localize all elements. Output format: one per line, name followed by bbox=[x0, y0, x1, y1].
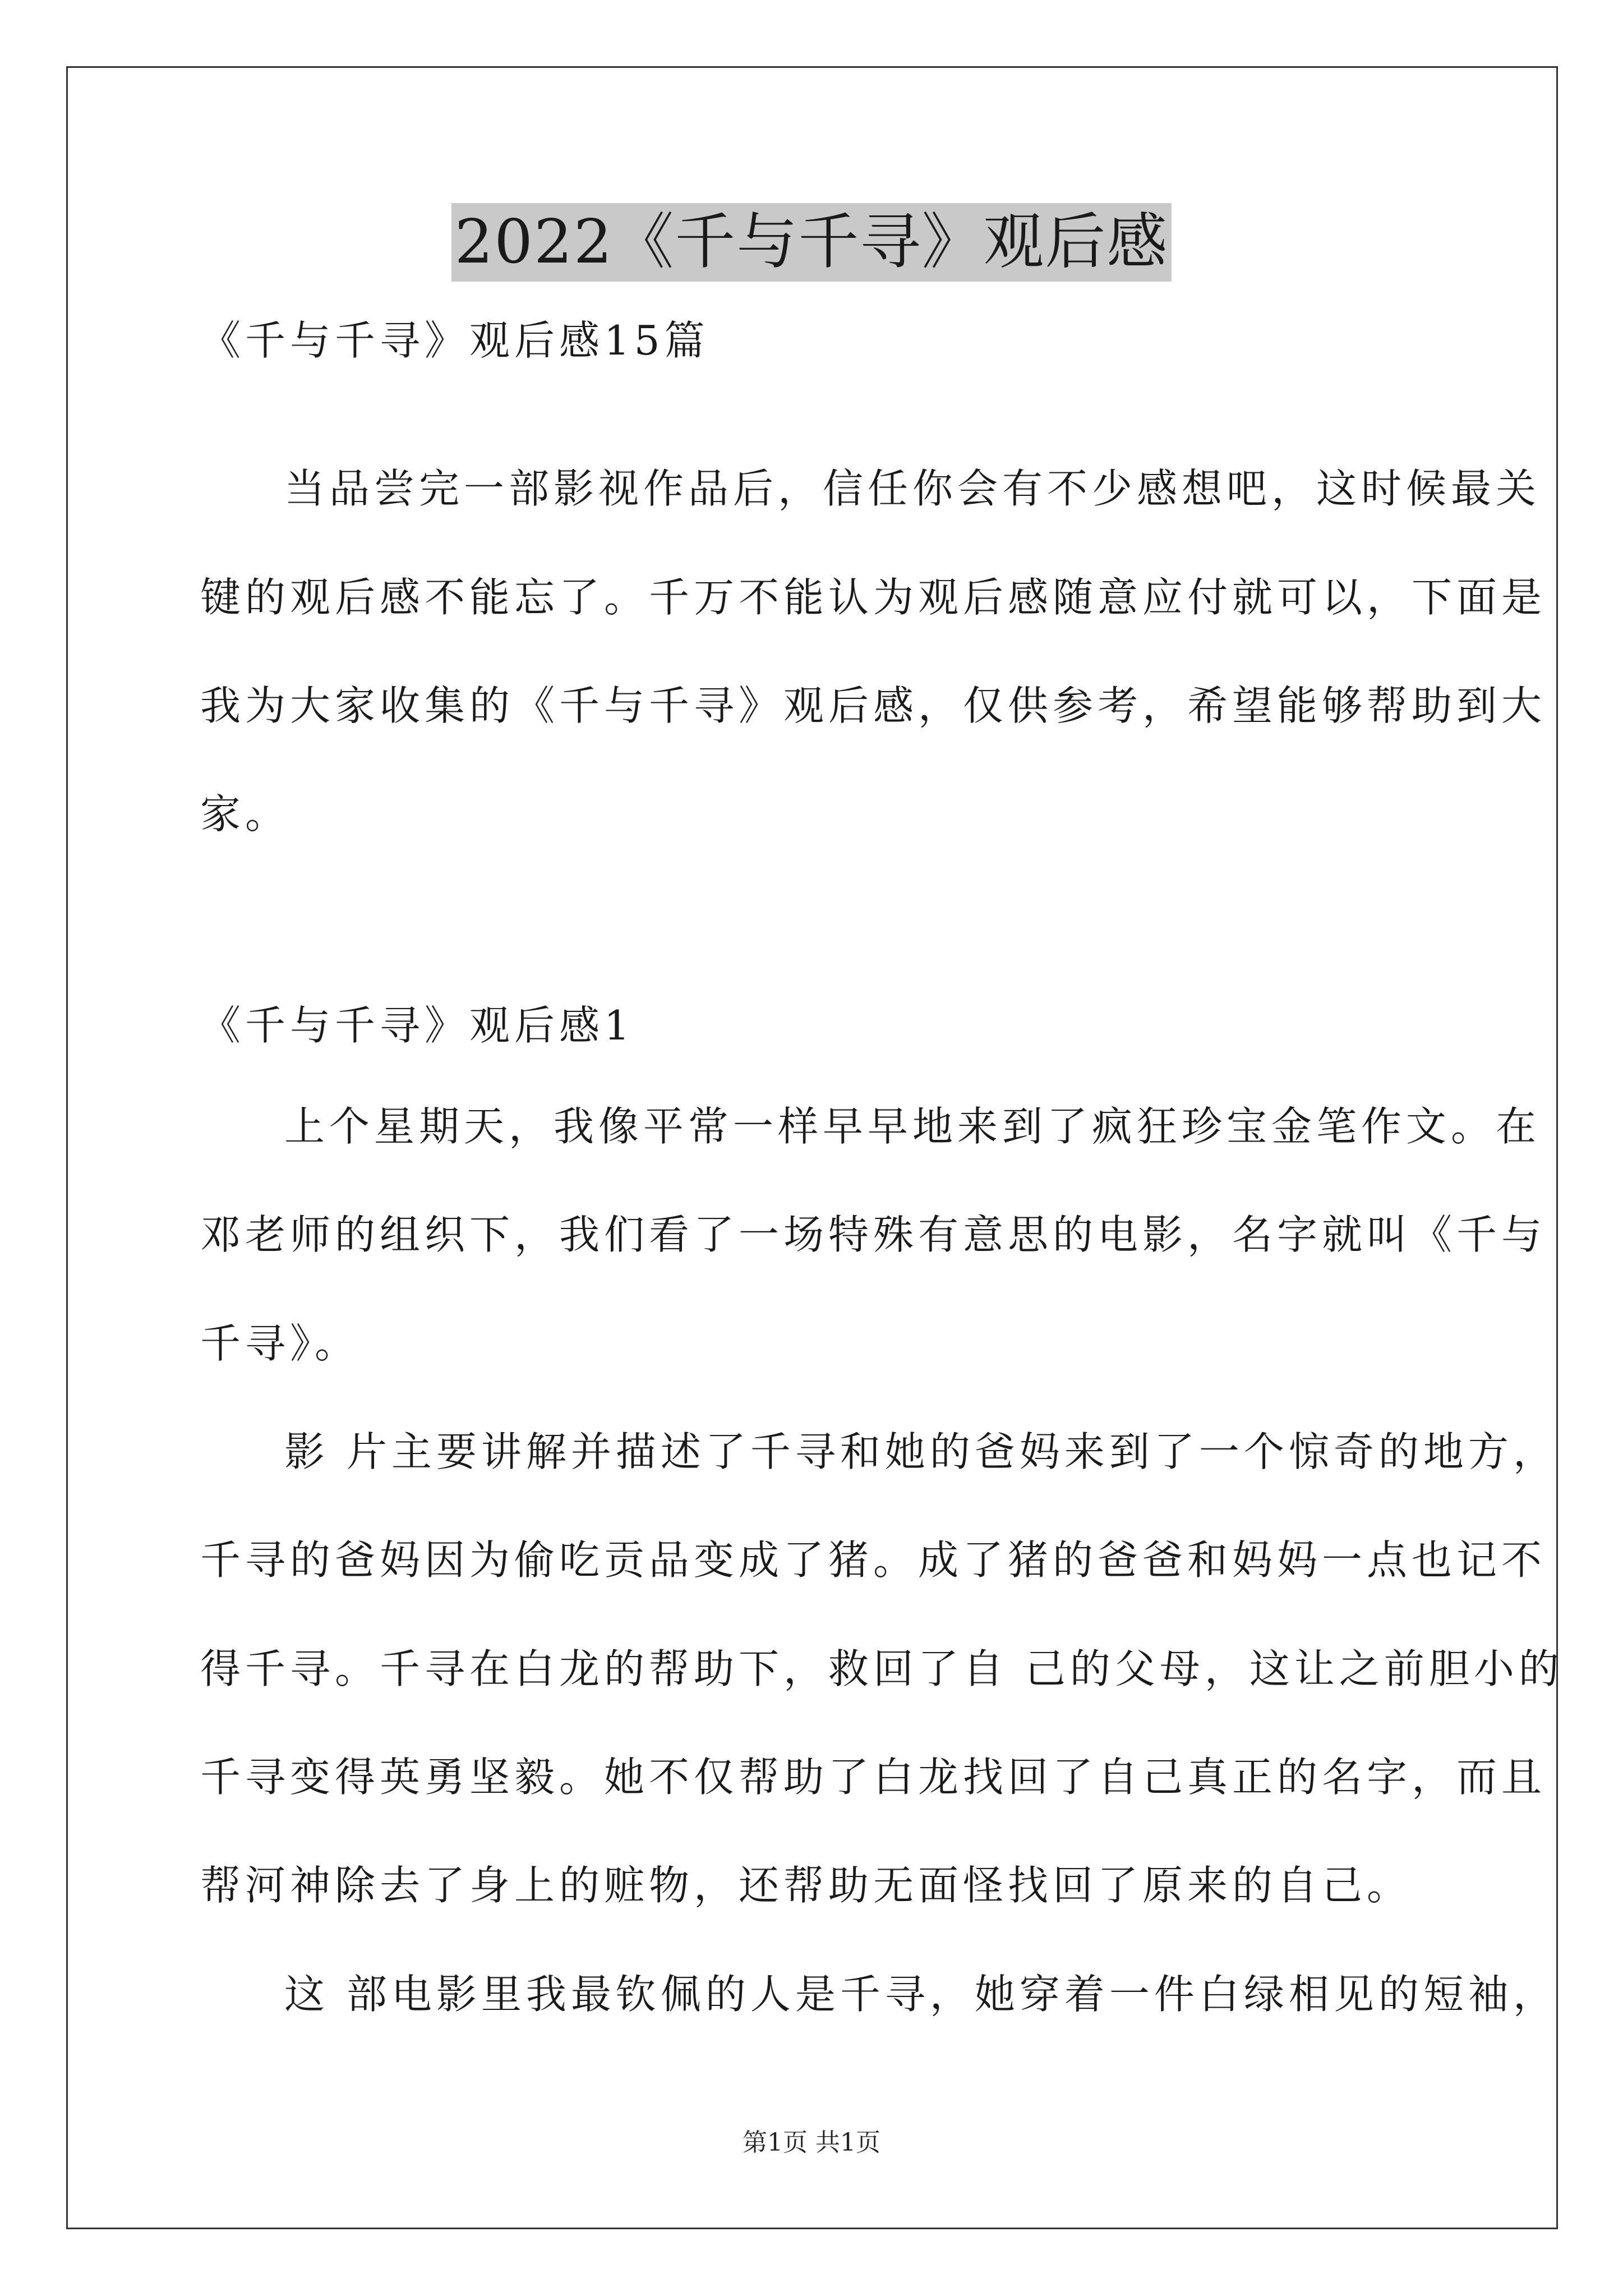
section-heading: 《千与千寻》观后感1 bbox=[200, 1002, 634, 1049]
intro-line: 家。 bbox=[200, 790, 291, 838]
paragraph3-line: 这 部电影里我最钦佩的人是千寻，她穿着一件白绿相见的短袖， bbox=[284, 1971, 1558, 2018]
intro-line: 我为大家收集的《千与千寻》观后感，仅供参考，希望能够帮助到大 bbox=[200, 682, 1547, 729]
intro-line: 当品尝完一部影视作品后，信任你会有不少感想吧，这时候最关 bbox=[284, 465, 1541, 512]
title-wrap bbox=[200, 203, 1423, 282]
document-title: 2022《千与千寻》观后感 bbox=[451, 203, 1172, 282]
paragraph2-line: 影 片主要讲解并描述了千寻和她的爸妈来到了一个惊奇的地方， bbox=[284, 1428, 1558, 1475]
paragraph2-line: 千寻变得英勇坚毅。她不仅帮助了白龙找回了自己真正的名字，而且 bbox=[200, 1754, 1547, 1801]
paragraph2-line: 得千寻。千寻在白龙的帮助下，救回了自 己的父母，这让之前胆小的 bbox=[200, 1645, 1564, 1692]
page-footer: 第1页 共1页 bbox=[743, 2128, 880, 2157]
paragraph1-line: 上个星期天，我像平常一样早早地来到了疯狂珍宝金笔作文。在 bbox=[284, 1103, 1541, 1150]
paragraph2-line: 千寻的爸妈因为偷吃贡品变成了猪。成了猪的爸爸和妈妈一点也记不 bbox=[200, 1536, 1547, 1584]
document-subtitle: 《千与千寻》观后感15篇 bbox=[200, 317, 709, 364]
paragraph2-line: 帮河神除去了身上的赃物，还帮助无面怪找回了原来的自己。 bbox=[200, 1862, 1412, 1909]
paragraph1-line: 邓老师的组织下，我们看了一场特殊有意思的电影，名字就叫《千与 bbox=[200, 1211, 1547, 1258]
paragraph1-line: 千寻》。 bbox=[200, 1320, 360, 1367]
intro-line: 键的观后感不能忘了。千万不能认为观后感随意应付就可以，下面是 bbox=[200, 574, 1547, 621]
